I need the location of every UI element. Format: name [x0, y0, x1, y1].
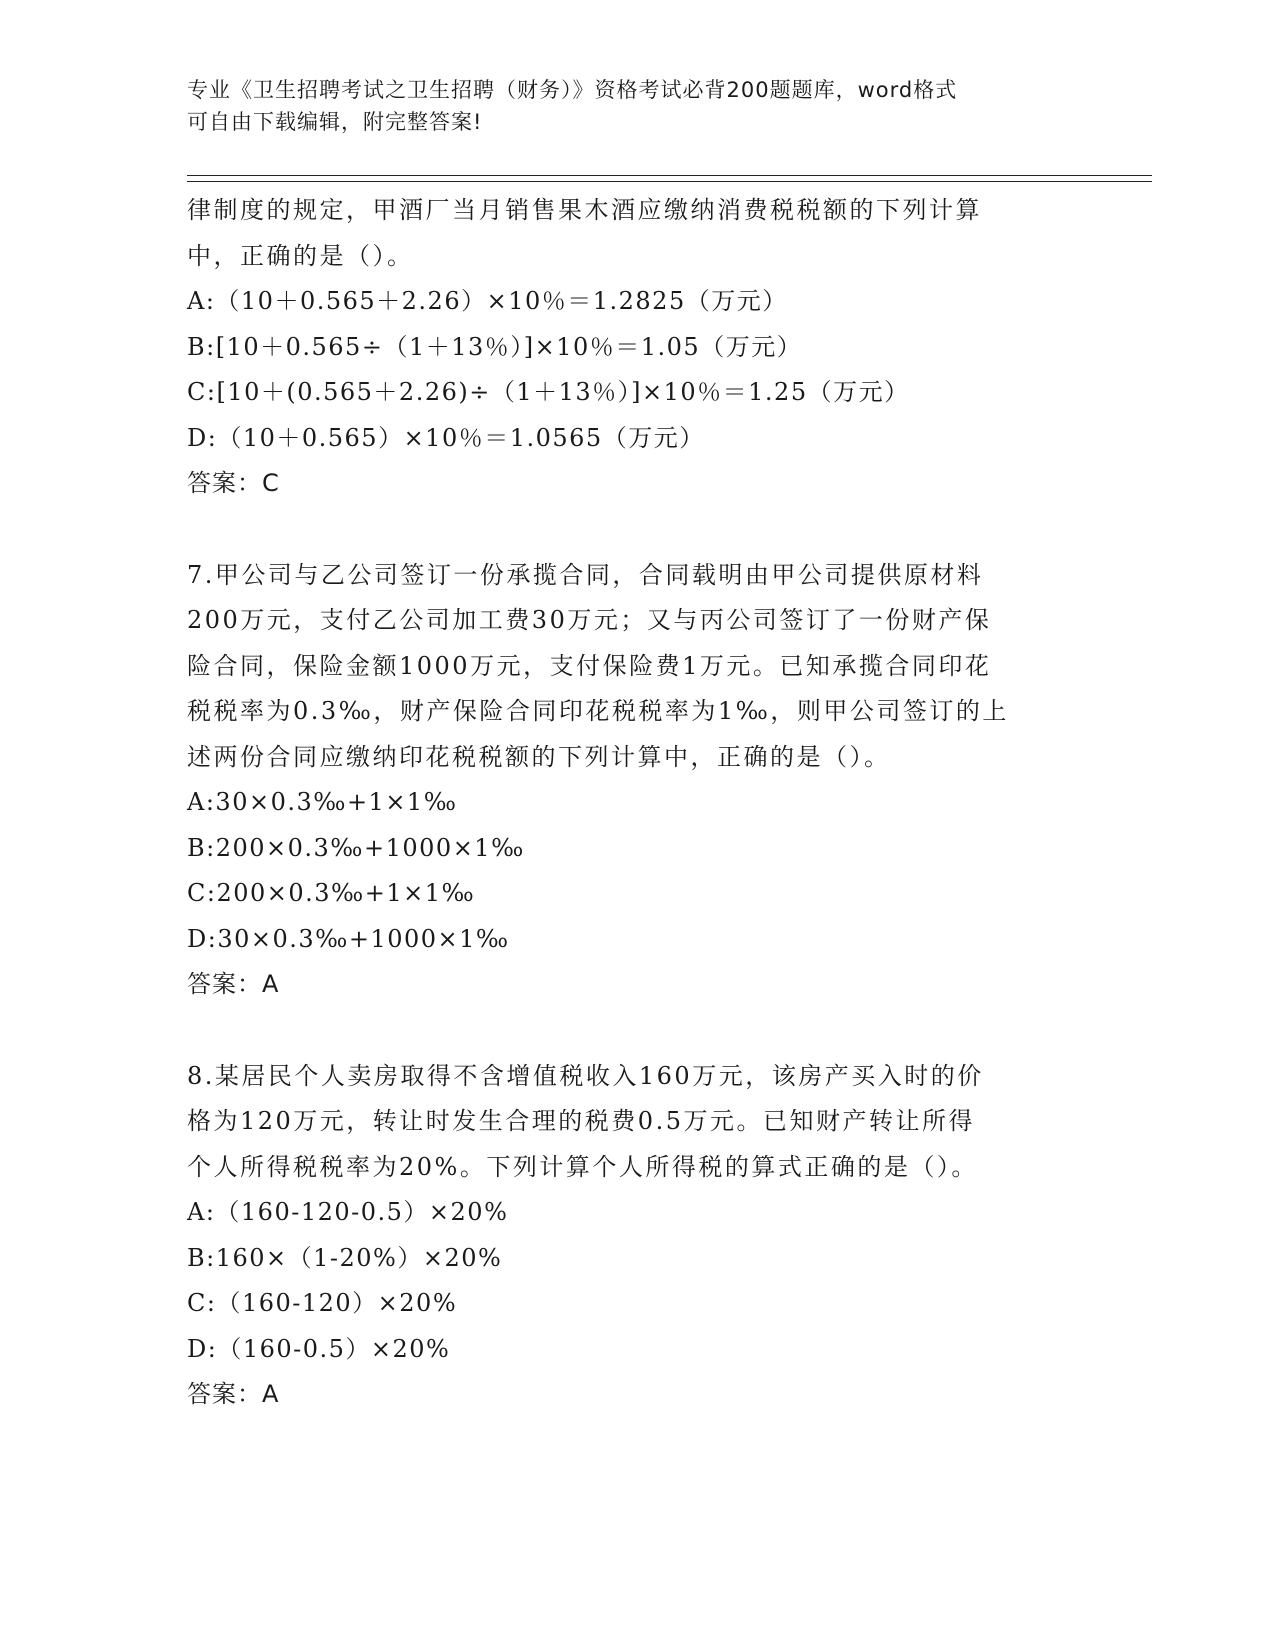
question-text-line: 8.某居民个人卖房取得不含增值税收入160万元，该房产买入时的价 [187, 1061, 984, 1090]
header-line-2: 可自由下载编辑，附完整答案! [187, 110, 483, 134]
spacer [187, 1008, 1077, 1054]
option-b: B:160×（1-20%）×20% [187, 1243, 503, 1272]
header-line-1: 专业《卫生招聘考试之卫生招聘（财务）》资格考试必背200题题库，word格式 [187, 78, 958, 102]
question-text-line: 格为120万元，转让时发生合理的税费0.5万元。已知财产转让所得 [187, 1107, 975, 1135]
question-text-line: 7.甲公司与乙公司签订一份承揽合同，合同载明由甲公司提供原材料 [187, 560, 984, 589]
question-text-line: 中，正确的是（）。 [187, 241, 414, 270]
option-d: D:30×0.3‰+1000×1‰ [187, 924, 510, 953]
option-d: D:（10＋0.565）×10％＝1.0565（万元） [187, 423, 705, 452]
question-text-line: 税税率为0.3‰，财产保险合同印花税税率为1‰，则甲公司签订的上 [187, 697, 1009, 725]
question-8 [187, 1054, 1077, 1418]
question-text-line: 200万元，支付乙公司加工费30万元；又与丙公司签订了一份财产保 [187, 606, 992, 634]
spacer [187, 507, 1077, 553]
answer-line: 答案：C [187, 469, 280, 497]
question-text-line: 险合同，保险金额1000万元，支付保险费1万元。已知承揽合同印花 [187, 651, 992, 680]
option-c: C:200×0.3‰+1×1‰ [187, 879, 476, 907]
answer-line: 答案：A [187, 970, 280, 998]
option-d: D:（160-0.5）×20% [187, 1334, 451, 1363]
option-c: C:[10＋(0.565＋2.26)÷（1＋13％）]×10％＝1.25（万元） [187, 378, 910, 406]
question-7 [187, 553, 1077, 1008]
document-header [187, 74, 1067, 138]
option-a: A:（160-120-0.5）×20% [187, 1198, 509, 1226]
option-b: B:[10＋0.565÷（1＋13％）]×10％＝1.05（万元） [187, 332, 803, 361]
question-6 [187, 188, 1077, 507]
option-a: A:30×0.3‰+1×1‰ [187, 788, 458, 816]
question-text-line: 述两份合同应缴纳印花税税额的下列计算中，正确的是（）。 [187, 742, 891, 771]
option-b: B:200×0.3‰+1000×1‰ [187, 833, 525, 862]
question-text-line: 个人所得税税率为20%。下列计算个人所得税的算式正确的是（）。 [187, 1152, 978, 1181]
option-a: A:（10＋0.565＋2.26）×10％＝1.2825（万元） [187, 287, 788, 315]
answer-line: 答案：A [187, 1380, 280, 1408]
document-body [187, 188, 1077, 1418]
header-divider [187, 175, 1152, 182]
option-c: C:（160-120）×20% [187, 1289, 458, 1317]
question-text-line: 律制度的规定，甲酒厂当月销售果木酒应缴纳消费税税额的下列计算 [187, 196, 982, 224]
